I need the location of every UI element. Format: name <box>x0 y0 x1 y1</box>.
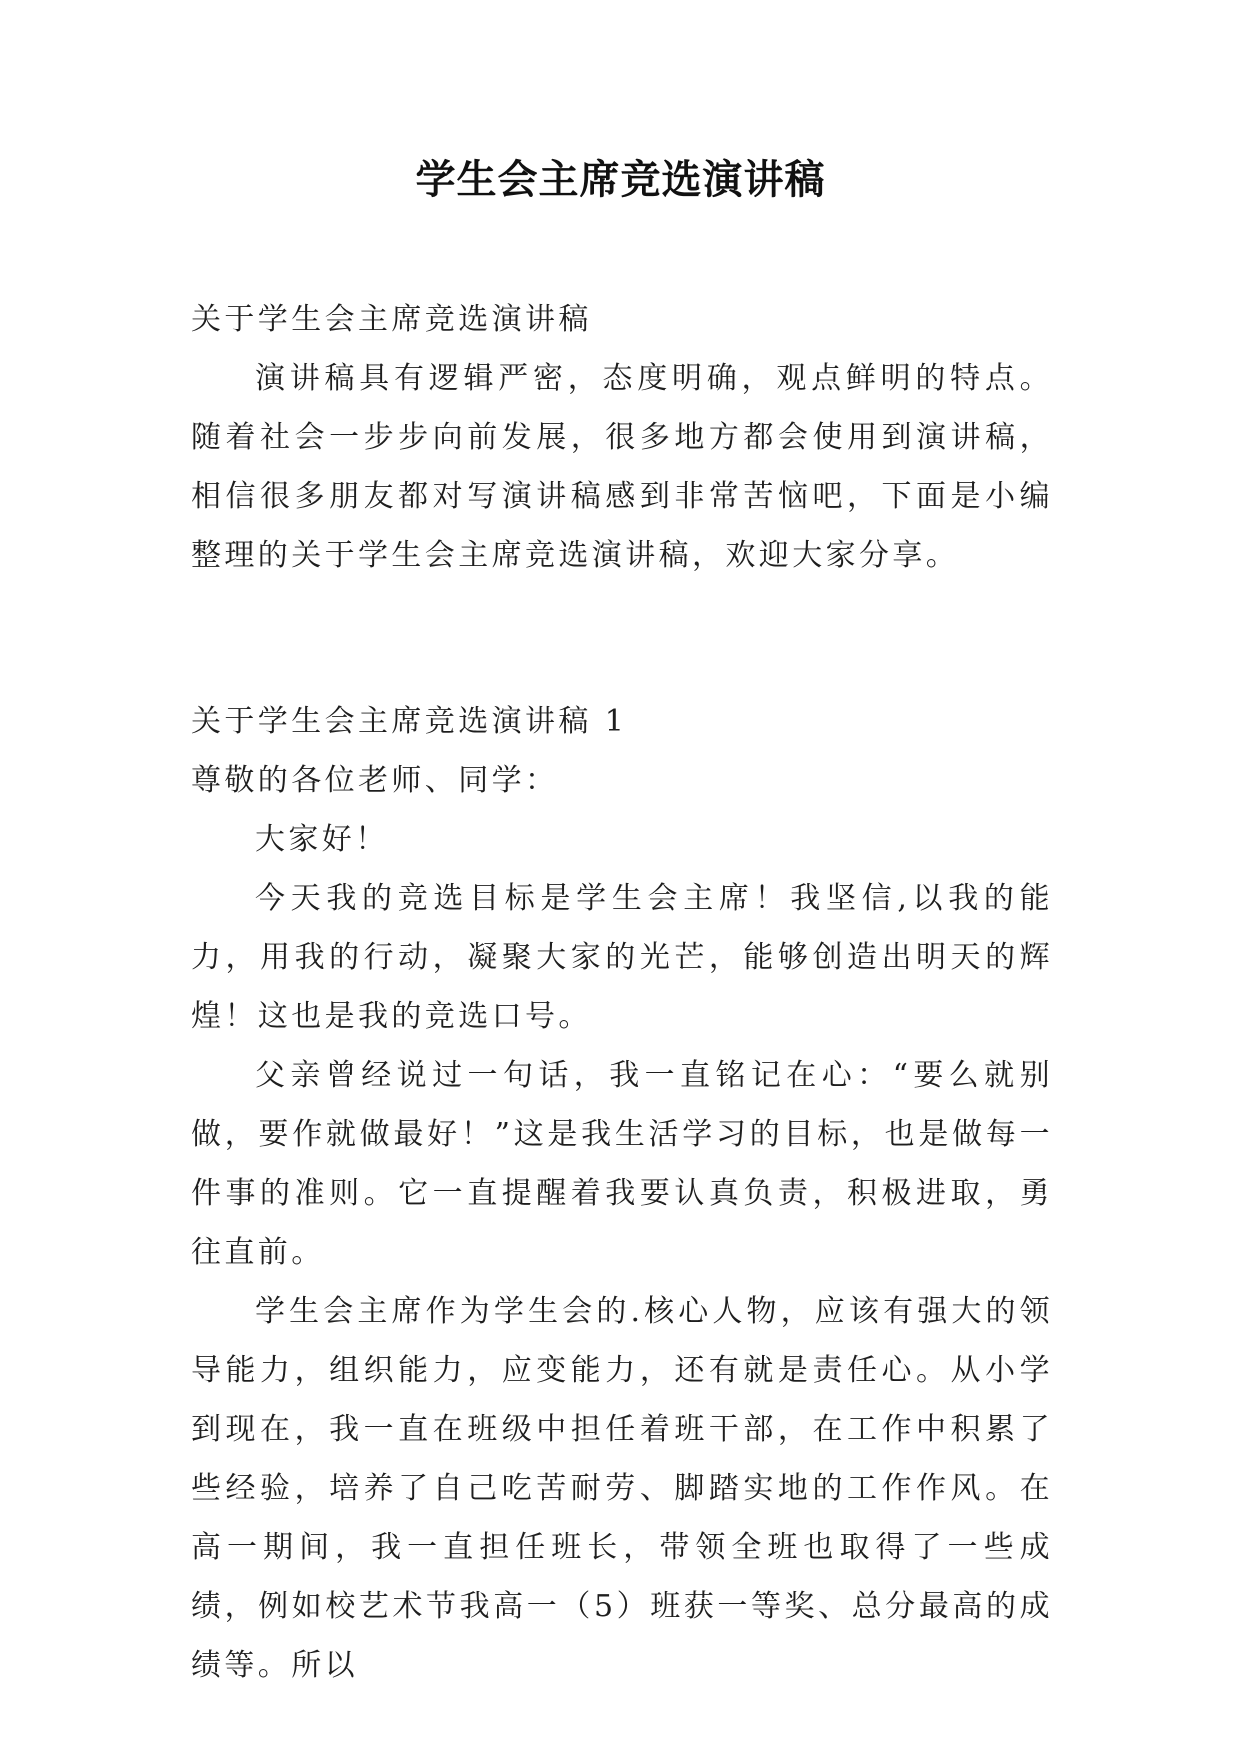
document-title: 学生会主席竞选演讲稿 <box>415 157 826 203</box>
speech-paragraph: 父亲曾经说过一句话，我一直铭记在心：“要么就别做，要作就做最好！”这是我生活学习的目标，也是做每一件事的准则。它一直提醒着我要认真负责，积极进取，勇往直前。 <box>191 1058 1053 1270</box>
intro-section <box>191 290 1053 585</box>
speech-greeting: 大家好！ <box>255 822 389 857</box>
speech-paragraph: 今天我的竞选目标是学生会主席！我坚信,以我的能力，用我的行动，凝聚大家的光芒，能够创造出明天的辉煌！这也是我的竞选口号。 <box>191 881 1053 1034</box>
speech-paragraph: 学生会主席作为学生会的.核心人物，应该有强大的领导能力，组织能力，应变能力，还有就是责任心。从小学到现在，我一直在班级中担任着班干部，在工作中积累了些经验，培养了自己吃苦耐劳、脚踏实地的工作作风。在高一期间，我一直担任班长，带领全班也取得了一些成绩，例如校艺术节我高一（5）班获一等奖、总分最高的成绩等。所以 <box>191 1294 1053 1683</box>
speech-section <box>191 692 1053 1695</box>
intro-paragraph: 演讲稿具有逻辑严密，态度明确，观点鲜明的特点。随着社会一步步向前发展，很多地方都会使用到演讲稿，相信很多朋友都对写演讲稿感到非常苦恼吧，下面是小编整理的关于学生会主席竞选演讲稿，欢迎大家分享。 <box>191 361 1053 573</box>
intro-heading: 关于学生会主席竞选演讲稿 <box>191 302 592 337</box>
speech-heading: 关于学生会主席竞选演讲稿 1 <box>191 704 628 739</box>
speech-salutation: 尊敬的各位老师、同学： <box>191 763 559 798</box>
